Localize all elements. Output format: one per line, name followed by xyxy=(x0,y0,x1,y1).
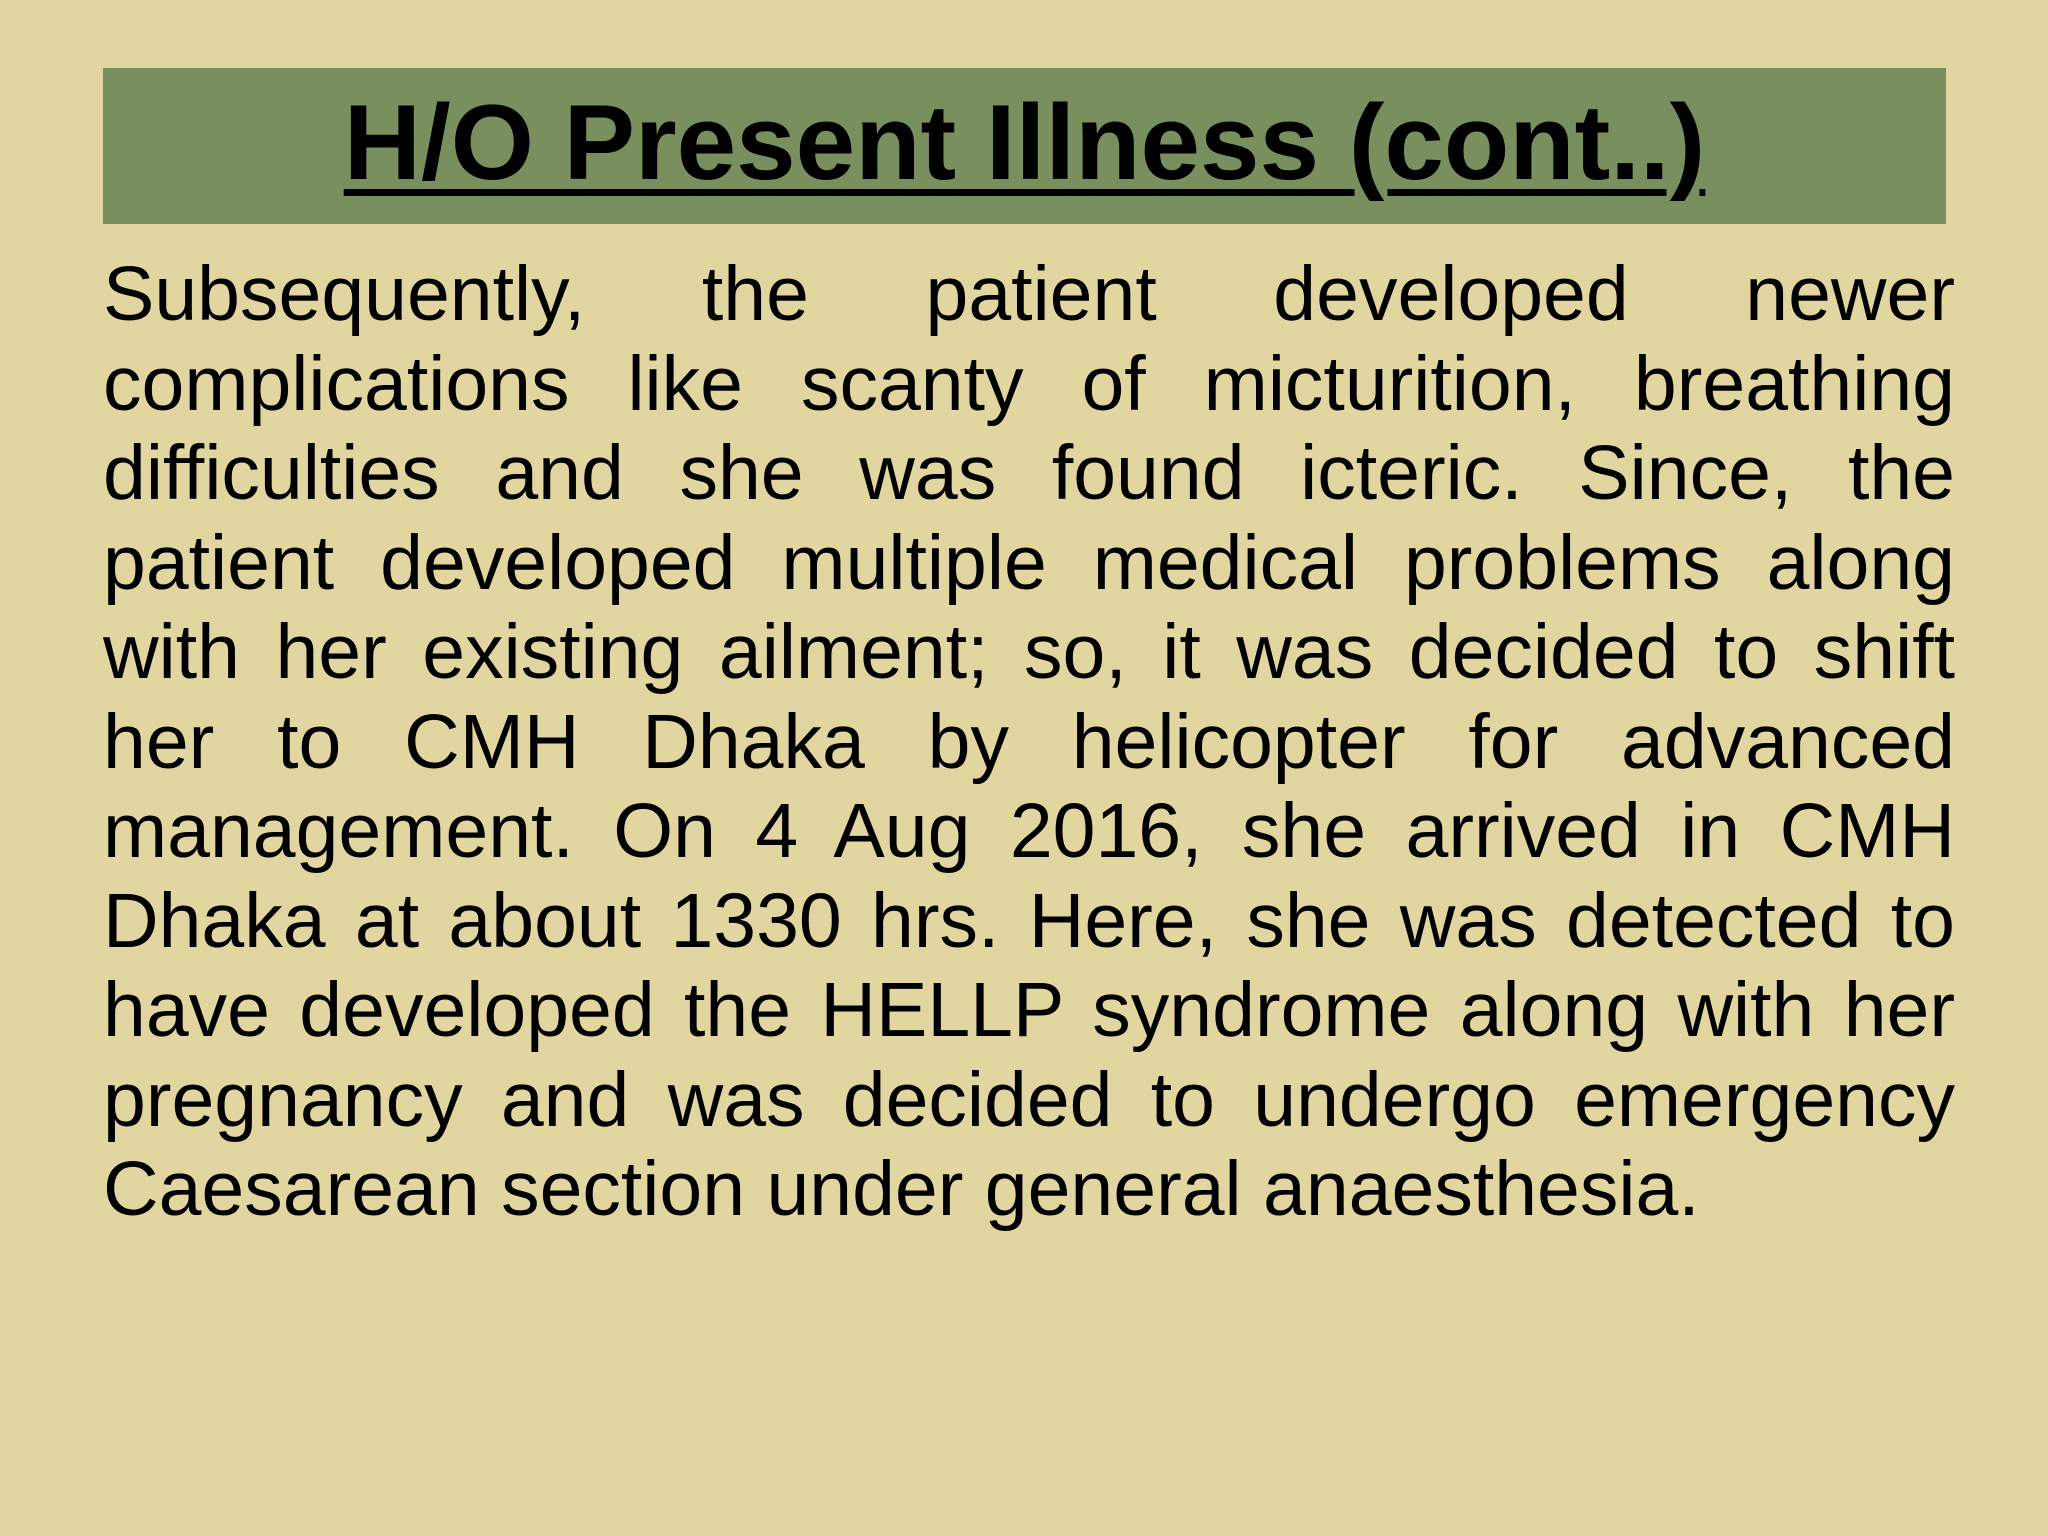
slide-title: H/O Present Illness (cont..) xyxy=(343,81,1706,202)
slide-body-text: Subsequently, the patient developed newer complications like scanty of micturition, breathing difficulties and she was found icteric. Since, the patient developed multiple medical problems along with her existing ailment; so, it was decided to shift her to CMH Dhaka by helicopter for advanced management. On 4 Aug 2016, she arrived in CMH Dhaka at about 1330 hrs. Here, she was detected to have developed the HELLP syndrome along with her pregnancy and was decided to undergo emergency Caesarean section under general anaesthesia. xyxy=(103,251,1955,1232)
title-bar xyxy=(103,68,1946,224)
